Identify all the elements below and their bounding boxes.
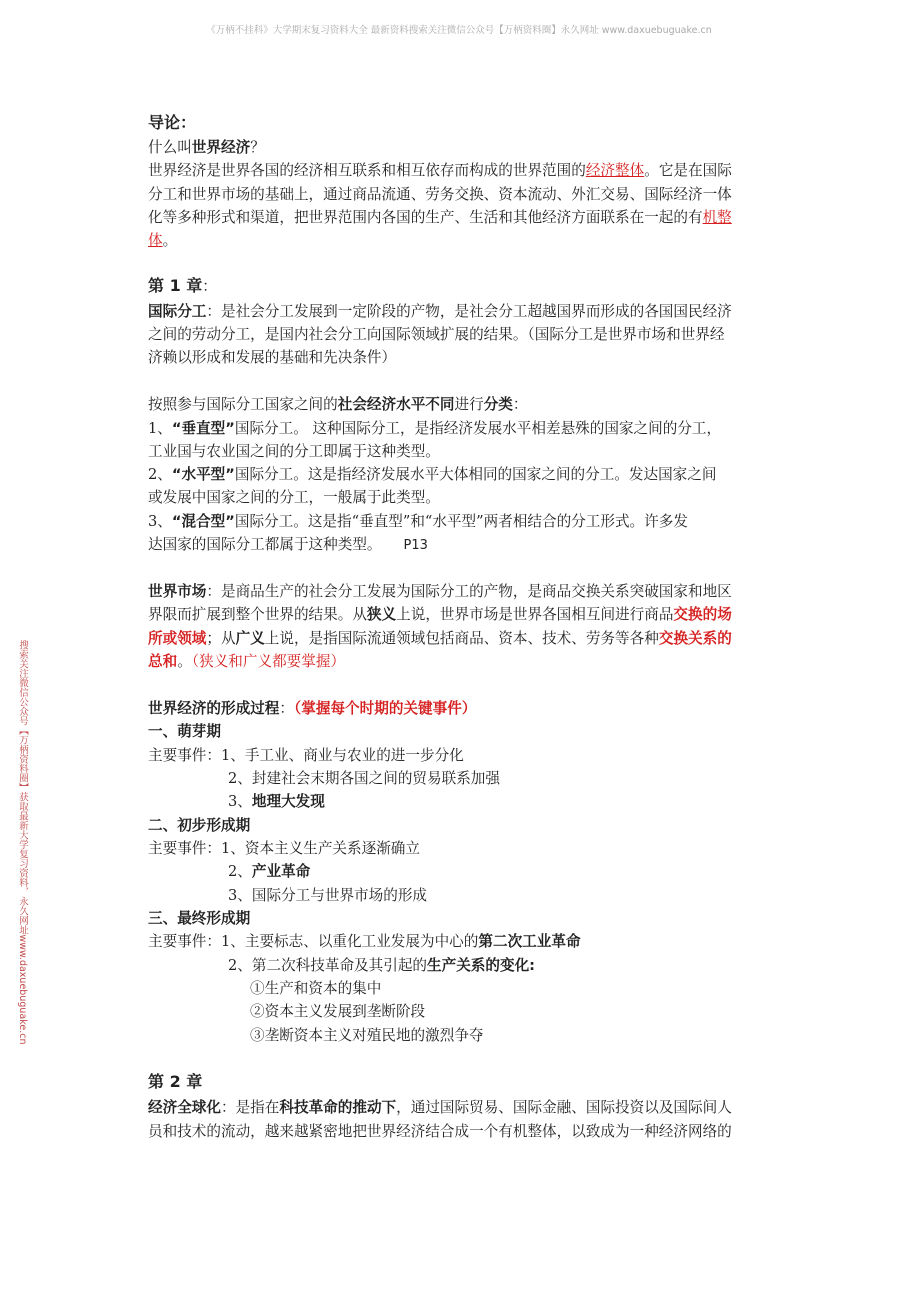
def-market-line-4: 总和。（狭义和广义都要掌握） xyxy=(148,653,346,670)
def-division-line-3: 济赖以形成和发展的基础和先决条件） xyxy=(148,349,397,366)
period-2-title: 二、初步形成期 xyxy=(148,817,251,834)
period-1-event-3: 3、地理大发现 xyxy=(228,793,325,810)
intro-line-1: 世界经济是世界各国的经济相互联系和相互依存而构成的世界范围的经济整体。它是在国际 xyxy=(148,162,732,179)
def-globalization-line-1: 经济全球化：是指在科技革命的推动下，通过国际贸易、国际金融、国际投资以及国际间人 xyxy=(148,1099,732,1116)
period-3-sub-3: ③垄断资本主义对殖民地的激烈争夺 xyxy=(250,1027,484,1044)
type-horizontal-line-1: 2、“水平型”国际分工。这是指经济发展水平大体相同的国家之间的分工。发达国家之间 xyxy=(148,466,717,483)
period-3-event-1: 主要事件：1、主要标志、以重化工业发展为中心的第二次工业革命 xyxy=(148,933,581,950)
period-1-event-2: 2、封建社会末期各国之间的贸易联系加强 xyxy=(228,770,500,787)
chapter-2-heading: 第 2 章 xyxy=(148,1072,203,1091)
period-2-event-3: 3、国际分工与世界市场的形成 xyxy=(228,887,428,904)
page-reference: P13 xyxy=(403,538,428,553)
side-watermark: 搜索关注微信公众号【万柄资料圈】获取最新大学复习资料，永久网址www.daxuebuguake.cn xyxy=(17,640,28,1045)
classification-intro: 按照参与国际分工国家之间的社会经济水平不同进行分类： xyxy=(148,396,528,413)
formation-heading: 世界经济的形成过程：（掌握每个时期的关键事件） xyxy=(148,700,477,717)
def-market-line-3: 所或领域；从广义上说，是指国际流通领域包括商品、资本、技术、劳务等各种交换关系的 xyxy=(148,630,732,647)
period-1-event-1: 主要事件：1、手工业、商业与农业的进一步分化 xyxy=(148,747,464,764)
type-mixed-line-1: 3、“混合型”国际分工。这是指“垂直型”和“水平型”两者相结合的分工形式。许多发 xyxy=(148,513,688,530)
type-horizontal-line-2: 或发展中国家之间的分工，一般属于此类型。 xyxy=(148,489,440,506)
term-international-division: 国际分工 xyxy=(148,303,207,320)
type-vertical-line-1: 1、“垂直型”国际分工。 这种国际分工，是指经济发展水平相差悬殊的国家之间的分工， xyxy=(148,420,722,437)
period-1-title: 一、萌芽期 xyxy=(148,723,221,740)
period-2-event-2: 2、产业革命 xyxy=(228,863,311,880)
type-mixed-line-2: 达国家的国际分工都属于这种类型。 P13 xyxy=(148,536,428,553)
period-3-sub-1: ①生产和资本的集中 xyxy=(250,980,382,997)
intro-line-4: 体。 xyxy=(148,232,178,249)
intro-line-2: 分工和世界市场的基础上，通过商品流通、劳务交换、资本流动、外汇交易、国际经济一体 xyxy=(148,186,732,203)
link-organic-whole-cont[interactable]: 体 xyxy=(148,232,163,249)
type-vertical-line-2: 工业国与农业国之间的分工即属于这种类型。 xyxy=(148,443,440,460)
intro-heading: 导论： xyxy=(148,113,197,132)
intro-line-3: 化等多种形式和渠道，把世界范围内各国的生产、生活和其他经济方面联系在一起的有机整 xyxy=(148,209,732,226)
period-3-title: 三、最终形成期 xyxy=(148,910,251,927)
link-organic-whole[interactable]: 机整 xyxy=(702,209,732,226)
header-watermark: 《万柄不挂科》大学期末复习资料大全 最新资料搜索关注微信公众号【万柄资料圈】永久网址 www.daxuebuguake.cn xyxy=(206,25,712,36)
def-division-line-1: 国际分工：是社会分工发展到一定阶段的产物，是社会分工超越国界而形成的各国国民经济 xyxy=(148,303,732,320)
def-globalization-line-2: 员和技术的流动，越来越紧密地把世界经济结合成一个有机整体，以致成为一种经济网络的 xyxy=(148,1123,732,1140)
link-economic-whole[interactable]: 经济整体 xyxy=(585,162,645,179)
intro-question: 什么叫世界经济？ xyxy=(148,139,265,156)
def-market-line-2: 界限而扩展到整个世界的结果。从狭义上说，世界市场是世界各国相互间进行商品交换的场 xyxy=(148,606,732,623)
period-2-event-1: 主要事件：1、资本主义生产关系逐渐确立 xyxy=(148,840,420,857)
term-world-market: 世界市场 xyxy=(148,583,207,600)
period-3-event-2: 2、第二次科技革命及其引起的生产关系的变化: xyxy=(228,957,536,974)
period-3-sub-2: ②资本主义发展到垄断阶段 xyxy=(250,1003,426,1020)
def-market-line-1: 世界市场：是商品生产的社会分工发展为国际分工的产物，是商品交换关系突破国家和地区 xyxy=(148,583,732,600)
term-globalization: 经济全球化 xyxy=(148,1099,221,1116)
chapter-1-heading: 第 1 章： xyxy=(148,276,217,295)
def-division-line-2: 之间的劳动分工，是国内社会分工向国际领域扩展的结果。（国际分工是世界市场和世界经 xyxy=(148,326,725,343)
term-world-economy: 世界经济 xyxy=(191,139,251,156)
